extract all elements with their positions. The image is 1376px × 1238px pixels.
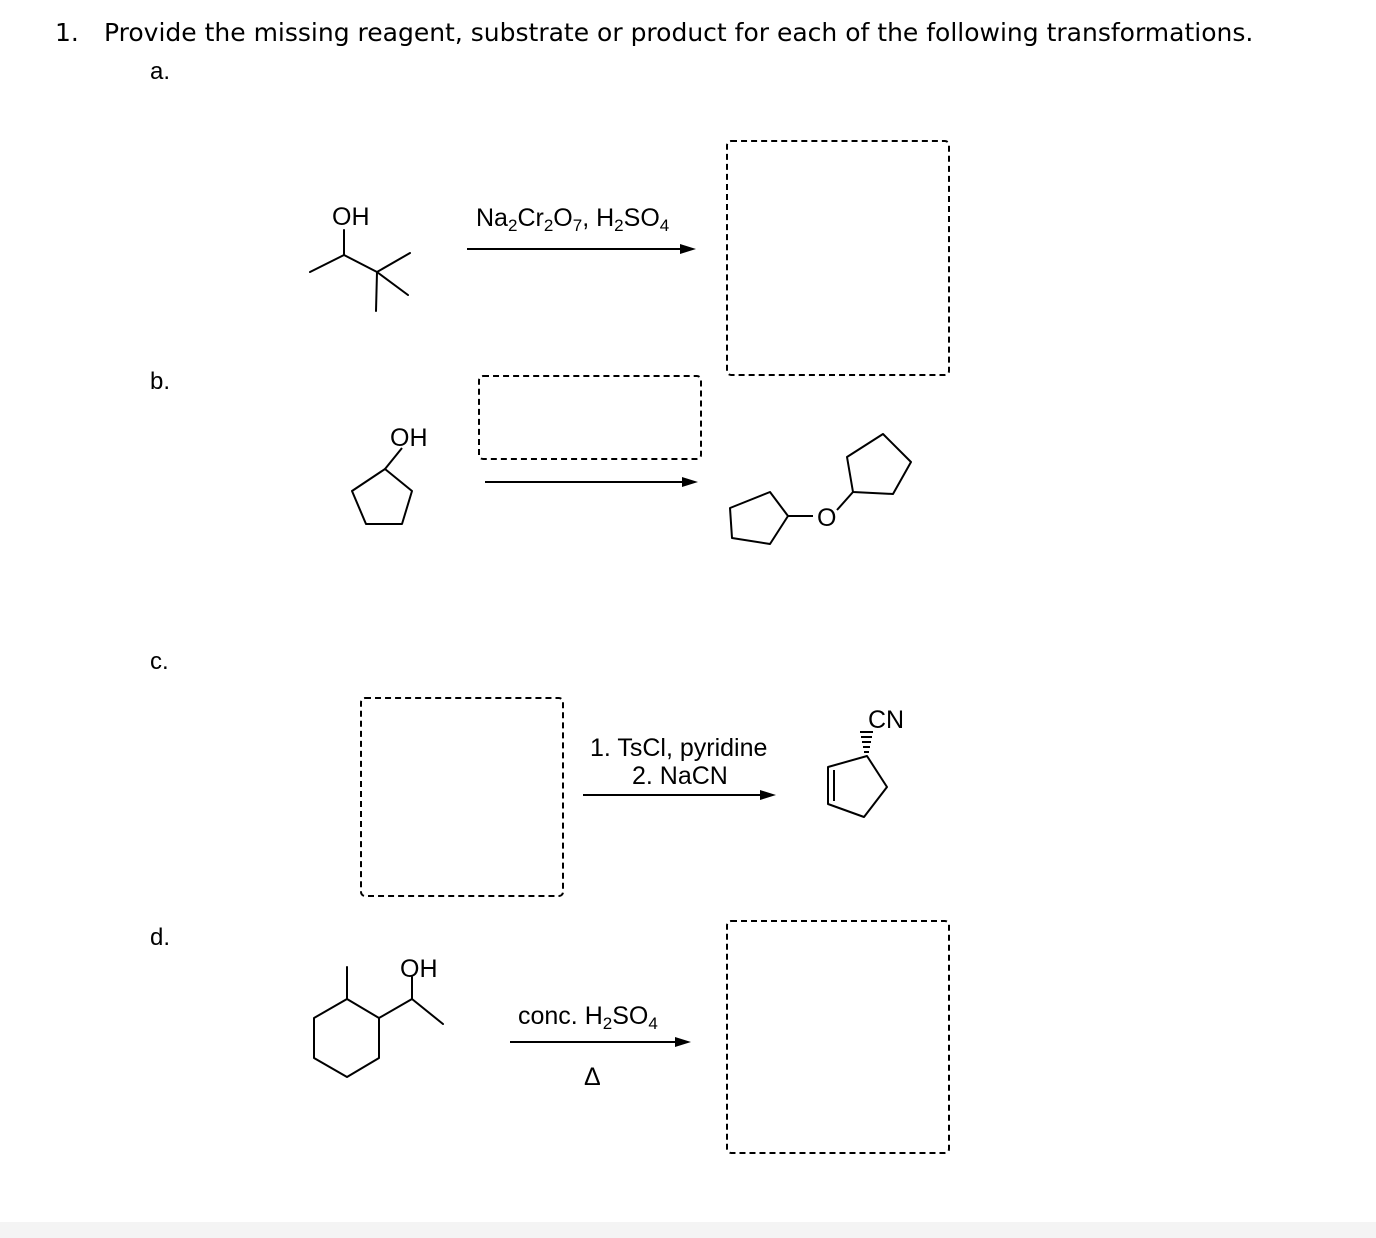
part-b-product-oxygen-label: O <box>817 504 837 532</box>
part-a-reagent: $Na_2Cr_2O_7$, $H_2SO_4$ <box>476 204 670 235</box>
part-d-reagent: conc. $H_2SO_4$ <box>518 1002 658 1033</box>
part-c-reagent-line1: 1. TsCl, pyridine <box>590 734 768 762</box>
part-a-label: a. <box>150 58 171 85</box>
part-b-substrate-cyclopentanol <box>345 445 420 540</box>
page-bottom-edge <box>0 1222 1376 1238</box>
part-c-reaction-arrow <box>582 788 778 802</box>
part-d-reaction-arrow <box>509 1035 693 1049</box>
part-d-label: d. <box>150 924 171 951</box>
question-number: 1. <box>55 18 79 47</box>
part-c-label: c. <box>150 648 169 675</box>
part-d-substrate-structure <box>305 965 450 1085</box>
part-c-cn-label: CN <box>868 706 905 734</box>
question-prompt: Provide the missing reagent, substrate or product for each of the following transformations. <box>104 18 1254 47</box>
part-b-reaction-arrow <box>484 475 700 489</box>
part-c-product-cyclopentene-nitrile <box>820 722 900 822</box>
part-c-reagent-line2: 2. NaCN <box>632 762 728 790</box>
part-d-heat-symbol: Δ <box>584 1063 601 1091</box>
part-c-substrate-answer-box[interactable] <box>360 697 564 897</box>
part-b-reagent-answer-box[interactable] <box>478 375 702 460</box>
part-d-product-answer-box[interactable] <box>726 920 950 1154</box>
part-a-product-answer-box[interactable] <box>726 140 950 376</box>
part-b-label: b. <box>150 368 171 395</box>
part-b-product-dicyclopentyl-ether <box>725 432 920 554</box>
part-a-substrate-structure <box>300 225 420 320</box>
part-d-oh-label: OH <box>400 955 438 983</box>
part-a-reaction-arrow <box>466 242 698 256</box>
part-b-oh-label: OH <box>390 424 428 452</box>
part-a-oh-label: OH <box>332 203 370 231</box>
